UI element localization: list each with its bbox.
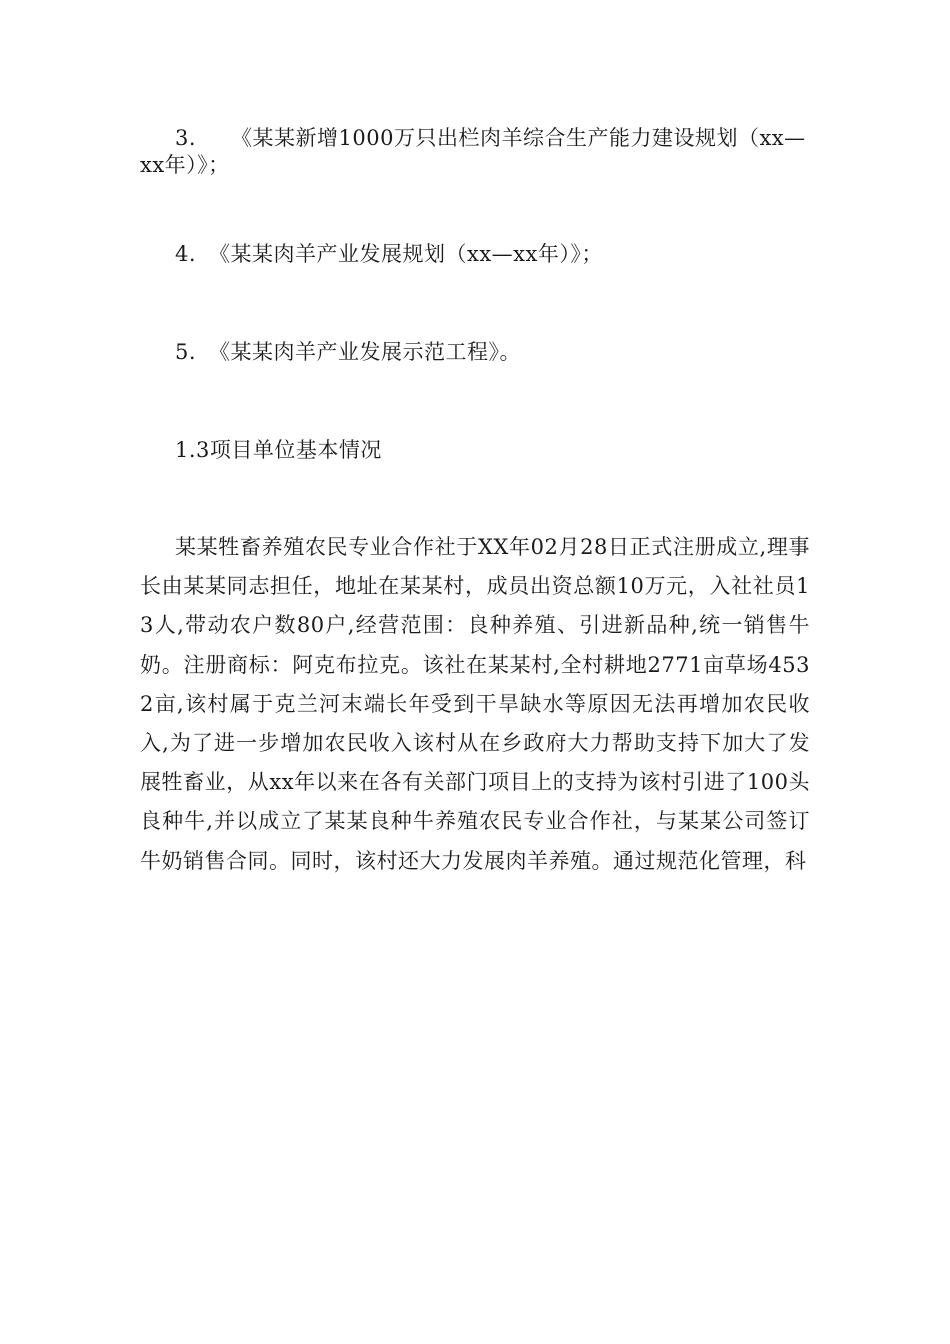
section-heading: 1.3项目单位基本情况: [175, 438, 382, 462]
list-item-text: 《某某肉羊产业发展示范工程》。: [209, 340, 521, 364]
list-item-number: 5.: [175, 340, 197, 364]
body-paragraph: 某某牲畜养殖农民专业合作社于XX年02月28日正式注册成立,理事长由某某同志担任，地址在某某村，成员出资总额10万元，入社社员13人,带动农户数80户,经营范围：良种养殖、引进新品种,统一销售牛奶。注册商标：阿克布拉克。该社在某某村,全村耕地2771亩草场4532亩,该村属于克兰河末端长年受到干旱缺水等原因无法再增加农民收入,为了进一步增加农民收入该村从在乡政府大力帮助支持下加大了发展牲畜业，从xx年以来在各有关部门项目上的支持为该村引进了100头良种牛,并以成立了某某良种牛养殖农民专业合作社，与某某公司签订牛奶销售合同。同时，该村还大力发展肉羊养殖。通过规范化管理，科: [140, 535, 810, 873]
list-item: [140, 241, 810, 268]
list-item-text: 《某某新增1000万只出栏肉羊综合生产能力建设规划（xx—xx年）》；: [140, 126, 806, 177]
list-item-number: 3.: [175, 126, 197, 150]
list-item-number: 4.: [175, 242, 197, 266]
list-item-text: 《某某肉羊产业发展规划（xx—xx年）》；: [209, 242, 603, 266]
list-item: [140, 125, 810, 179]
list-item: [140, 339, 810, 366]
